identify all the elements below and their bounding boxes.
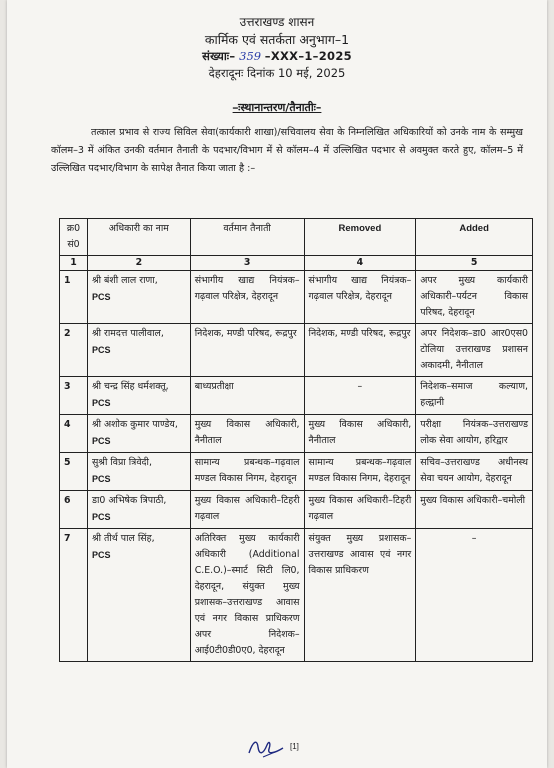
officer-name: श्री चन्द्र सिंह धर्मशक्तू,	[91, 381, 169, 392]
table-row	[60, 453, 533, 491]
col-number: 4	[304, 256, 416, 271]
officer-name: डा0 अभिषेक त्रिपाठी,	[91, 495, 167, 506]
officer-service: PCS	[91, 550, 111, 560]
cell-current-posting: संभागीय खाद्य नियंत्रक–गढ़वाल परिक्षेत्र, देहरादून	[190, 271, 304, 324]
table-row	[60, 491, 533, 529]
officer-service: PCS	[91, 345, 111, 355]
cell-removed-posting: संयुक्त मुख्य प्रशासक–उत्तराखण्ड आवास एवं नगर विकास प्राधिकरण	[304, 529, 416, 662]
government-name: उत्तराखण्ड शासन	[239, 15, 315, 29]
cell-officer-name	[87, 453, 190, 491]
col-header-removed: Removed	[304, 219, 416, 256]
order-number-suffix: –XXX–1–2025	[264, 49, 352, 63]
cell-removed-posting: –	[304, 377, 416, 415]
cell-serial: 1	[60, 271, 88, 324]
officer-service: PCS	[91, 436, 111, 446]
officer-name: श्री बंशी लाल राणा,	[91, 275, 158, 286]
table-row	[60, 377, 533, 415]
table-row	[60, 415, 533, 453]
cell-officer-name	[87, 491, 190, 529]
page-footer	[7, 735, 547, 763]
section-name: कार्मिक एवं सतर्कता अनुभाग–1	[204, 32, 350, 47]
place-date: देहरादूनः दिनांक 10 मई, 2025	[208, 66, 346, 80]
cell-current-posting: बाध्यप्रतीक्षा	[190, 377, 304, 415]
col-header-name: अधिकारी का नाम	[87, 219, 190, 256]
table-row	[60, 324, 533, 377]
officer-name: श्री तीर्थ पाल सिंह,	[91, 533, 155, 544]
cell-officer-name	[87, 415, 190, 453]
cell-current-posting: अतिरिक्त मुख्य कार्यकारी अधिकारी (Additional C.E.O.)–स्मार्ट सिटी लि0, देहरादून, संयुक्त मुख्य प्रशासक–उत्तराखण्ड आवास एवं नगर विकास प्राधिकरण अपर निदेशक–आई0टी0डी0ए0, देहरादून	[190, 529, 304, 662]
cell-serial: 2	[60, 324, 88, 377]
cell-removed-posting: मुख्य विकास अधिकारी, नैनीताल	[304, 415, 416, 453]
cell-current-posting: सामान्य प्रबन्धक–गढ़वाल मण्डल विकास निगम, देहरादून	[190, 453, 304, 491]
cell-added-posting: परीक्षा नियंत्रक–उत्तराखण्ड लोक सेवा आयोग, हरिद्वार	[416, 415, 533, 453]
cell-removed-posting: निदेशक, मण्डी परिषद, रूद्रपुर	[304, 324, 416, 377]
document-page	[7, 0, 547, 768]
order-number	[7, 48, 547, 65]
officer-service: PCS	[91, 292, 111, 302]
col-header-current: वर्तमान तैनाती	[190, 219, 304, 256]
officer-service: PCS	[91, 512, 111, 522]
cell-current-posting: मुख्य विकास अधिकारी, नैनीताल	[190, 415, 304, 453]
col-number: 2	[87, 256, 190, 271]
cell-added-posting: –	[416, 529, 533, 662]
letter-header	[7, 14, 547, 82]
cell-removed-posting: संभागीय खाद्य नियंत्रक–गढ़वाल परिक्षेत्र, देहरादून	[304, 271, 416, 324]
table-row	[60, 271, 533, 324]
officer-name: श्री रामदत्त पालीवाल,	[91, 328, 164, 339]
cell-serial: 6	[60, 491, 88, 529]
transfer-table	[59, 218, 533, 662]
officer-service: PCS	[91, 474, 111, 484]
cell-serial: 7	[60, 529, 88, 662]
cell-added-posting: निदेशक–समाज कल्याण, हल्द्वानी	[416, 377, 533, 415]
table-header-row	[60, 219, 533, 256]
cell-officer-name	[87, 377, 190, 415]
cell-added-posting: मुख्य विकास अधिकारी–चमोली	[416, 491, 533, 529]
col-number: 5	[416, 256, 533, 271]
subject-line	[7, 100, 547, 115]
order-number-label: संख्याः–	[202, 49, 236, 63]
cell-serial: 4	[60, 415, 88, 453]
order-paragraph: तत्काल प्रभाव से राज्य सिविल सेवा(कार्यकारी शाखा)/सचिवालय सेवा के निम्नलिखित अधिकारियों को उनके नाम के सम्मुख कॉलम–3 में अंकित उनकी वर्तमान तैनाती के पदभार/विभाग में से कॉलम–4 में उल्लिखित पदभार से अवमुक्त करते हुए, कॉलम–5 में उल्लिखित पदभार/विभाग के सापेक्ष तैनात किया जाता है :–	[51, 127, 523, 174]
officer-name: श्री अशोक कुमार पाण्डेय,	[91, 419, 178, 430]
cell-added-posting: अपर निदेशक–डा0 आर0एस0 टोलिया उत्तराखण्ड प्रशासन अकादमी, नैनीताल	[416, 324, 533, 377]
subject-text: –ःस्थानान्तरण/तैनातीः–	[232, 101, 322, 114]
col-header-added: Added	[416, 219, 533, 256]
officer-name: सुश्री विप्रा त्रिवेदी,	[91, 457, 152, 468]
officer-service: PCS	[91, 398, 111, 408]
cell-serial: 5	[60, 453, 88, 491]
table-row	[60, 529, 533, 662]
cell-removed-posting: सामान्य प्रबन्धक–गढ़वाल मण्डल विकास निगम, देहरादून	[304, 453, 416, 491]
col-header-sn: क्र0 सं0	[60, 219, 88, 256]
column-number-row	[60, 256, 533, 271]
col-number: 3	[190, 256, 304, 271]
cell-added-posting: अपर मुख्य कार्यकारी अधिकारी–पर्यटन विकास परिषद, देहरादून	[416, 271, 533, 324]
cell-current-posting: निदेशक, मण्डी परिषद, रूद्रपुर	[190, 324, 304, 377]
cell-officer-name	[87, 271, 190, 324]
cell-added-posting: सचिव–उत्तराखण्ड अधीनस्थ सेवा चयन आयोग, देहरादून	[416, 453, 533, 491]
cell-serial: 3	[60, 377, 88, 415]
cell-officer-name	[87, 324, 190, 377]
cell-officer-name	[87, 529, 190, 662]
page-number: [1]	[290, 742, 299, 751]
cell-current-posting: मुख्य विकास अधिकारी–टिहरी गढ़वाल	[190, 491, 304, 529]
signature-mark	[245, 735, 287, 759]
table-body	[60, 256, 533, 662]
col-number: 1	[60, 256, 88, 271]
order-number-handwritten: 359	[239, 49, 262, 63]
cell-removed-posting: मुख्य विकास अधिकारी–टिहरी गढ़वाल	[304, 491, 416, 529]
